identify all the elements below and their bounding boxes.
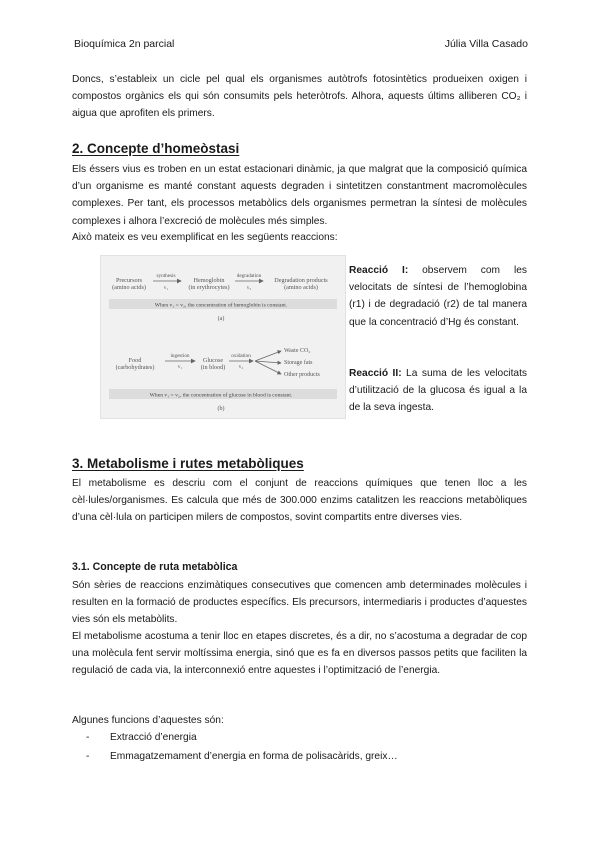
fig-b-output-fats: Storage fats xyxy=(284,360,313,366)
header-course: Bioquímica 2n parcial xyxy=(74,38,175,50)
fig-a-node-hemoglobin-sub: (in erythrocytes) xyxy=(188,284,230,291)
section-2-body: Els éssers vius es troben en un estat estacionari dinàmic, ja que malgrat que la composició química d’un organisme es manté constant aquests degraden i sintetitzen constantment macromolècules complexes. Per tant, els processos metabòlics dels organismes permetran la síntesi de molècules complexes i alhora l’excreció de molècules més simples. xyxy=(72,164,527,227)
fig-b-arrow-oxidation-label: oxidation xyxy=(231,353,251,359)
list-item-text: Emmagatzemament d’energia en forma de polisacàrids, greix… xyxy=(110,751,398,762)
fig-a-arrow-synthesis-label: synthesis xyxy=(156,273,176,279)
fig-a-node-hemoglobin: Hemoglobin xyxy=(193,277,225,284)
reaction-2-text: La suma de les velocitats d’utilització de la glucosa és igual a la de la seva ingesta. xyxy=(349,368,527,414)
fig-b-node-glucose-sub: (in blood) xyxy=(200,364,226,371)
reaction-1-description xyxy=(349,262,527,331)
list-item-text: Extracció d’energia xyxy=(110,732,197,743)
fig-a-rate-v1: v₁ xyxy=(163,285,169,291)
list-item: - Emmagatzemament d’energia en forma de polisacàrids, greix… xyxy=(86,751,398,762)
fig-a-arrow-degradation-label: degradation xyxy=(236,273,262,279)
reaction-1-text: observem com les velocitats de síntesi de l’hemoglobina (r1) i de degradació (r2) de tal manera que la concentració d’Hg és constant. xyxy=(349,265,527,328)
fig-a-rate-v2: v₂ xyxy=(246,285,252,291)
header-author: Júlia Villa Casado xyxy=(444,38,528,50)
reaction-2-description xyxy=(349,365,527,417)
section-3-body: El metabolisme es descriu com el conjunt de reaccions químiques que tenen lloc a les cèl·lules/organismes. Es calcula que més de 300.000 enzims catalitzen les reaccions metabòliques d’una cèl·lula on participen milers de compostos, sovint compartits entre diverses vies. xyxy=(72,478,527,524)
fig-b-node-glucose: Glucose xyxy=(202,357,224,364)
functions-intro: Algunes funcions d’aquestes són: xyxy=(72,715,224,726)
fig-b-caption: When v₁ = v₂, the concentration of glucose in blood is constant. xyxy=(149,392,293,399)
fig-a-node-precursors-sub: (amino acids) xyxy=(112,284,146,291)
fig-b-node-food: Food xyxy=(128,357,142,364)
section-3-1-paragraph-2: El metabolisme acostuma a tenir lloc en etapes discretes, és a dir, no s’acostuma a degradar de cop una molècula fent servir moltíssima energia, sinó que es fa en diversos passos petits que faciliten la regulació de cada via, la interconnexió entre aquestes i l’optimització de l’energia. xyxy=(72,631,527,677)
section-3-1-paragraph-1: Són sèries de reaccions enzimàtiques consecutives que comencen amb determinades molècules i resulten en la formació de productes específics. Els precursors, intermediaris i productes d’aquestes vies són els metabòlits. xyxy=(72,580,527,626)
reaction-1-label: Reacció I: xyxy=(349,265,409,276)
reaction-2-label: Reacció II: xyxy=(349,368,402,379)
section-2-intro-line: Això mateix es veu exemplificat en les següents reaccions: xyxy=(72,232,338,243)
fig-a-node-products: Degradation products xyxy=(274,277,328,284)
fig-a-label: (a) xyxy=(217,316,225,322)
intro-paragraph: Doncs, s’estableix un cicle pel qual els organismes autòtrofs fotosintètics produeixen oxigen i compostos orgànics els qui són consumits pels heteròtrofs. Alhora, aquests últims alliberen CO₂ i aigua que aprofiten els primers. xyxy=(72,74,527,120)
fig-b-output-other: Other products xyxy=(284,372,320,378)
reactions-figure xyxy=(100,255,346,419)
fig-b-label: (b) xyxy=(217,406,225,412)
section-3-heading: 3. Metabolisme i rutes metabòliques xyxy=(72,456,304,471)
list-item: - Extracció d’energia xyxy=(86,732,197,743)
fig-a-caption: When v₁ = v₂, the concentration of hemoglobin is constant. xyxy=(154,302,288,309)
fig-a-node-products-sub: (amino acids) xyxy=(284,284,318,291)
fig-b-rate-v1: v₁ xyxy=(177,364,183,370)
fig-a-node-precursors: Precursors xyxy=(115,277,143,284)
fig-b-node-food-sub: (carbohydrates) xyxy=(115,364,155,371)
section-2-heading: 2. Concepte d’homeòstasi xyxy=(72,141,240,156)
fig-b-branch-co2 xyxy=(255,351,281,361)
fig-b-rate-v2: v₂ xyxy=(238,364,244,370)
fig-b-output-co2: Waste CO₂ xyxy=(284,348,311,354)
functions-list xyxy=(86,728,398,766)
section-3-1-heading: 3.1. Concepte de ruta metabòlica xyxy=(72,561,238,573)
fig-b-arrow-ingestion-label: ingestion xyxy=(170,353,190,359)
